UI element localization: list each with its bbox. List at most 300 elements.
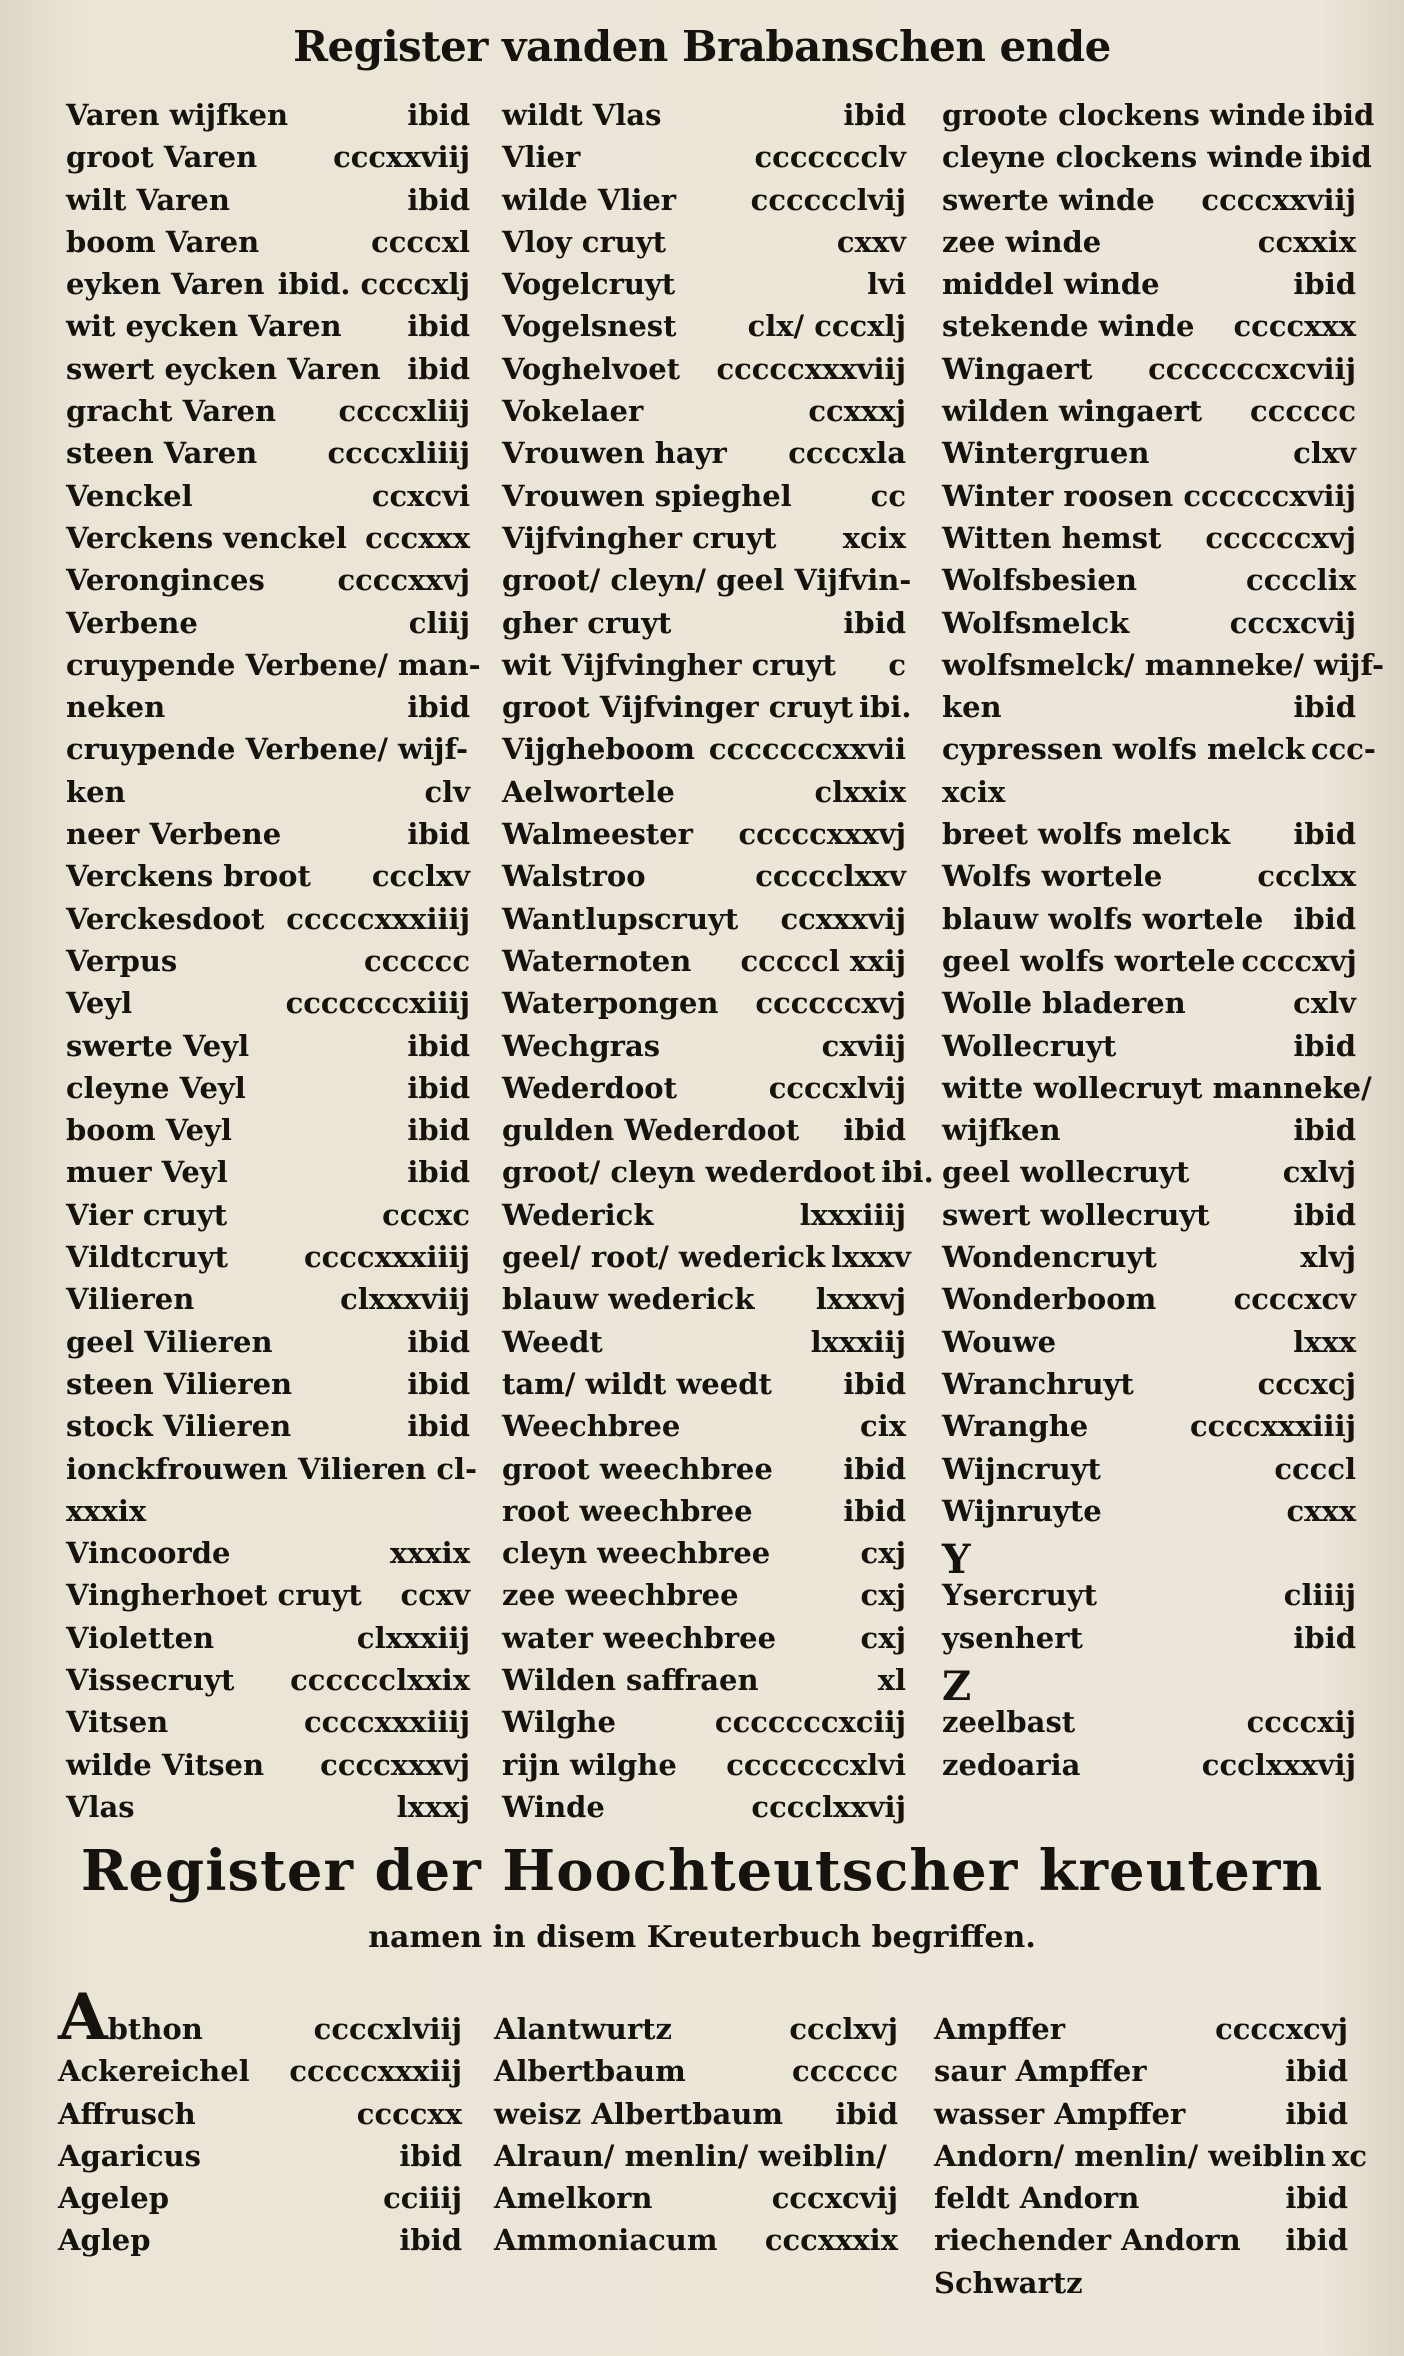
entry-name: groot/ cleyn/ geel Vijfvin- — [502, 563, 912, 598]
register-entry — [942, 1578, 1356, 1620]
register-entry — [66, 1155, 470, 1197]
entry-name: Wranchruyt — [942, 1366, 1134, 1401]
entry-name: Wolle bladeren — [942, 986, 1186, 1021]
entry-page-ref: ccccxxxiiij — [303, 1705, 470, 1740]
register-entry — [942, 563, 1356, 605]
register-entry — [502, 563, 912, 605]
entry-name: Winter roosen — [942, 478, 1174, 513]
entry-name: wit eycken Varen — [66, 309, 342, 344]
register-entry — [58, 2097, 462, 2139]
register-entry — [494, 2097, 898, 2139]
entry-name: wijfken — [942, 1113, 1061, 1148]
entry-name: cypressen wolfs melck — [942, 732, 1305, 767]
entry-page-ref: cccccc — [364, 943, 470, 978]
entry-page-ref: ibid — [1293, 1113, 1356, 1148]
register-entry — [66, 986, 470, 1028]
entry-name: Vijgheboom — [502, 732, 695, 767]
register-entry — [942, 436, 1356, 478]
register-entry — [502, 1663, 906, 1705]
register-entry — [58, 2139, 462, 2181]
register-entry — [502, 1621, 906, 1663]
entry-name: Ampffer — [934, 2012, 1065, 2046]
entry-page-ref: cccccccxxvii — [708, 732, 906, 767]
register-entry — [66, 352, 470, 394]
register-entry — [66, 563, 470, 605]
entry-name: steen Varen — [66, 436, 258, 471]
register-entry — [66, 1282, 470, 1324]
register-entry — [502, 1325, 906, 1367]
entry-page-ref: ibid — [407, 1155, 470, 1190]
entry-name: geel wollecruyt — [942, 1155, 1190, 1190]
entry-page-ref: cccxxviij — [333, 140, 470, 175]
entry-name: Wijnruyte — [942, 1493, 1102, 1528]
entry-name: Voghelvoet — [502, 351, 681, 386]
register-entry — [494, 2223, 898, 2265]
entry-name: geel Vilieren — [66, 1324, 273, 1359]
register-entry — [934, 2223, 1348, 2265]
entry-page-ref: cliiij — [1283, 1578, 1356, 1613]
register-entry — [942, 309, 1356, 351]
register-entry — [502, 352, 906, 394]
entry-page-ref: ibid — [407, 309, 470, 344]
entry-name: Alantwurtz — [494, 2012, 672, 2046]
entry-page-ref: cccxcvij — [1229, 605, 1356, 640]
entry-page-ref: ccxxix — [1257, 224, 1356, 259]
entry-page-ref: ibid — [843, 605, 906, 640]
register-entry — [934, 2138, 1368, 2181]
entry-name: Vildtcruyt — [66, 1240, 228, 1275]
entry-name: cleyne clockens winde — [942, 140, 1304, 175]
entry-name: Affrusch — [58, 2096, 196, 2131]
entry-name: Vier cruyt — [66, 1197, 228, 1232]
lower-column-2 — [494, 2012, 898, 2266]
register-entry — [502, 1367, 906, 1409]
register-entry — [66, 1578, 470, 1620]
entry-name: Albertbaum — [494, 2054, 686, 2089]
entry-name: cleyn weechbree — [502, 1536, 771, 1571]
entry-page-ref: cccccccxiiij — [285, 986, 470, 1021]
entry-page-ref: cxlv — [1293, 986, 1356, 1021]
entry-name: Weedt — [502, 1324, 603, 1359]
entry-name: xxxix — [66, 1493, 147, 1528]
entry-page-ref: ibid — [1285, 2054, 1348, 2089]
entry-name: Vokelaer — [502, 394, 644, 429]
register-entry — [494, 2012, 898, 2054]
register-entry — [942, 1705, 1356, 1747]
entry-page-ref: ccxcvi — [371, 478, 470, 513]
entry-page-ref: cix — [860, 1409, 906, 1444]
register-entry — [502, 140, 906, 182]
entry-page-ref: cccccxxxviij — [716, 351, 906, 386]
entry-page-ref: ibid — [407, 1324, 470, 1359]
register-entry — [502, 648, 906, 690]
entry-name: Vloy cruyt — [502, 224, 667, 259]
entry-page-ref: ibid — [1293, 1028, 1356, 1063]
register-entry — [502, 1536, 906, 1578]
register-entry — [66, 394, 470, 436]
register-entry — [942, 606, 1356, 648]
entry-name: wilden wingaert — [942, 394, 1203, 429]
entry-page-ref: ibid — [843, 1366, 906, 1401]
entry-name: groot weechbree — [502, 1451, 773, 1486]
entry-page-ref: ibid — [407, 182, 470, 217]
entry-name: Wederick — [502, 1197, 654, 1232]
register-entry — [942, 267, 1356, 309]
register-entry — [502, 1748, 906, 1790]
register-entry — [66, 1748, 470, 1790]
register-entry — [942, 183, 1356, 225]
register-entry — [66, 647, 481, 690]
entry-page-ref: cccxcvij — [771, 2181, 898, 2216]
register-entry — [66, 859, 470, 901]
entry-name: Varen wijfken — [66, 98, 289, 132]
register-entry — [66, 436, 470, 478]
entry-name: wolfsmelck/ manneke/ wijf- — [942, 647, 1384, 682]
entry-name: Wonderboom — [942, 1282, 1157, 1317]
entry-page-ref: cc — [870, 478, 906, 513]
entry-name: swerte winde — [942, 182, 1155, 217]
register-columns-lower — [58, 1980, 1368, 2332]
entry-name: Schwartz — [934, 2265, 1083, 2300]
register-entry — [66, 1621, 470, 1663]
register-entry — [942, 1748, 1356, 1790]
register-columns — [66, 98, 1384, 1838]
register-entry — [66, 1029, 470, 1071]
entry-page-ref: ccc- — [1310, 732, 1376, 767]
entry-page-ref: cccccl xxij — [740, 943, 906, 978]
entry-name: groot Vijfvinger cruyt — [502, 690, 854, 725]
entry-name: Waterpongen — [502, 986, 719, 1021]
entry-name: Veronginces — [66, 563, 265, 598]
register-entry — [58, 2223, 462, 2265]
register-entry — [66, 902, 470, 944]
entry-name: Verckens venckel — [66, 520, 347, 555]
register-column-2 — [502, 98, 934, 1832]
entry-name: Wintergruen — [942, 436, 1150, 471]
lower-column-3 — [934, 2012, 1368, 2308]
entry-page-ref: cccccc — [792, 2054, 898, 2089]
entry-page-ref: cxj — [860, 1536, 906, 1571]
entry-name: swert eycken Varen — [66, 351, 381, 386]
register-entry — [502, 436, 906, 478]
entry-name: Walstroo — [502, 859, 646, 894]
entry-name: neer Verbene — [66, 817, 282, 852]
register-entry — [502, 1071, 906, 1113]
entry-page-ref: ibid — [1293, 901, 1356, 936]
entry-name: gher cruyt — [502, 605, 672, 640]
entry-page-ref: ccccccclv — [754, 140, 906, 175]
entry-page-ref: clxxxviij — [340, 1282, 470, 1317]
register-entry — [66, 1494, 470, 1536]
register-entry — [934, 2266, 1348, 2308]
register-entry — [502, 690, 912, 732]
register-entry — [502, 521, 906, 563]
entry-name: steen Vilieren — [66, 1366, 293, 1401]
register-entry — [502, 225, 906, 267]
entry-name: Wantlupscruyt — [502, 901, 739, 936]
register-entry — [502, 1198, 906, 1240]
entry-page-ref: lxxxv — [831, 1240, 911, 1275]
section-subtitle: namen in disem Kreuterbuch begriffen. — [368, 1920, 1036, 1955]
entry-page-ref: ccccxxx — [1233, 309, 1356, 344]
entry-name: cruypende Verbene/ man- — [66, 647, 481, 682]
register-entry — [942, 690, 1356, 732]
entry-page-ref: clxv — [1293, 436, 1356, 471]
register-entry — [942, 98, 1375, 140]
register-entry — [66, 1198, 470, 1240]
entry-page-ref: ibid — [407, 98, 470, 132]
entry-page-ref: ccxxxj — [808, 394, 906, 429]
register-entry — [942, 1367, 1356, 1409]
register-entry — [942, 140, 1372, 182]
entry-name: groot/ cleyn wederdoot — [502, 1155, 876, 1190]
entry-name: wasser Ampffer — [934, 2096, 1186, 2131]
entry-page-ref: cccccxxxiij — [289, 2054, 462, 2089]
entry-page-ref: ccccxxxiiij — [303, 1240, 470, 1275]
register-entry — [502, 606, 906, 648]
register-entry — [66, 225, 470, 267]
register-entry — [502, 1790, 906, 1832]
register-entry — [502, 183, 906, 225]
entry-page-ref: cxlvj — [1282, 1155, 1356, 1190]
entry-name: Vlier — [502, 140, 581, 175]
register-entry — [66, 606, 470, 648]
entry-name: Vrouwen hayr — [502, 436, 727, 471]
entry-page-ref: ccccccxvj — [755, 986, 906, 1021]
entry-page-ref: ibid — [1285, 2181, 1348, 2216]
register-entry — [942, 1325, 1356, 1367]
register-entry — [502, 986, 906, 1028]
entry-name: water weechbree — [502, 1620, 777, 1655]
register-entry — [66, 1240, 470, 1282]
register-entry — [934, 2054, 1348, 2096]
entry-page-ref: ibid — [843, 98, 906, 132]
entry-name: swerte Veyl — [66, 1028, 250, 1063]
entry-page-ref: ccccxx — [356, 2096, 462, 2131]
entry-name: ken — [942, 690, 1002, 725]
entry-page-ref: xlvj — [1300, 1240, 1356, 1275]
register-entry — [502, 267, 906, 309]
entry-page-ref: ccccxcvj — [1215, 2012, 1348, 2046]
entry-page-ref: cxxv — [836, 224, 906, 259]
register-entry — [66, 1705, 470, 1747]
register-entry — [66, 1790, 470, 1832]
entry-name: witte wollecruyt manneke/ — [942, 1070, 1372, 1105]
register-entry — [934, 2012, 1348, 2054]
entry-page-ref: cccclxxvij — [751, 1789, 906, 1824]
entry-page-ref: lxxx — [1293, 1324, 1356, 1359]
entry-name: Vitsen — [66, 1705, 169, 1740]
entry-name: boom Veyl — [66, 1113, 232, 1148]
entry-name: Wollecruyt — [942, 1028, 1117, 1063]
entry-name: Winde — [502, 1789, 605, 1824]
entry-name: ken — [66, 774, 126, 809]
register-entry — [502, 479, 906, 521]
entry-name: Wranghe — [942, 1409, 1089, 1444]
register-entry — [502, 775, 906, 817]
register-header: Register vanden Brabanschen ende — [293, 22, 1111, 71]
entry-name: muer Veyl — [66, 1155, 228, 1190]
entry-page-ref: lvi — [867, 267, 906, 302]
entry-page-ref: ccccxxvj — [337, 563, 470, 598]
entry-name: wilde Vitsen — [66, 1747, 265, 1782]
register-entry — [942, 1240, 1356, 1282]
entry-name: tam/ wildt weedt — [502, 1366, 772, 1401]
entry-page-ref: cccxcj — [1257, 1366, 1356, 1401]
entry-page-ref: ibid — [1285, 2223, 1348, 2258]
register-entry — [942, 1070, 1372, 1113]
entry-page-ref: ibid — [843, 1451, 906, 1486]
entry-page-ref: ccccxliij — [338, 394, 470, 429]
entry-name: Wolfsmelck — [942, 605, 1130, 640]
entry-page-ref: ibid. ccccxlj — [277, 267, 470, 302]
register-entry — [58, 1980, 462, 2055]
entry-page-ref: clxxxiij — [356, 1620, 470, 1655]
entry-name: Vogelcruyt — [502, 267, 676, 302]
register-entry — [502, 902, 906, 944]
entry-page-ref: cccccccxlvi — [726, 1747, 906, 1782]
entry-page-ref: ccxxxvij — [780, 901, 906, 936]
register-entry — [66, 732, 470, 774]
entry-page-ref: c — [888, 647, 906, 682]
entry-name: Verckesdoot — [66, 901, 265, 936]
register-entry — [502, 1409, 906, 1451]
register-entry — [66, 1663, 470, 1705]
entry-page-ref: cciiij — [383, 2181, 462, 2216]
entry-name: cruypende Verbene/ wijf- — [66, 732, 468, 767]
entry-name: Y — [942, 1536, 971, 1584]
entry-page-ref: xc — [1332, 2138, 1368, 2173]
entry-page-ref: ccxv — [400, 1578, 470, 1613]
entry-page-ref: lxxxiij — [810, 1324, 906, 1359]
entry-page-ref: cxxx — [1286, 1493, 1356, 1528]
entry-name: Waternoten — [502, 943, 692, 978]
entry-name: Agaricus — [58, 2138, 201, 2173]
entry-page-ref: ccclxxxvij — [1201, 1747, 1356, 1782]
entry-name: wildt Vlas — [502, 98, 662, 132]
entry-page-ref: clxxix — [814, 774, 906, 809]
entry-page-ref: cxj — [860, 1578, 906, 1613]
entry-page-ref: ibid — [1293, 1620, 1356, 1655]
entry-name: Aelwortele — [502, 774, 675, 809]
entry-page-ref: cccxxxix — [764, 2223, 898, 2258]
entry-page-ref: ccccxla — [788, 436, 906, 471]
entry-page-ref: cccccccxcviij — [1148, 351, 1356, 386]
register-entry — [942, 521, 1356, 563]
register-entry — [66, 309, 470, 351]
entry-name: Wilghe — [502, 1705, 616, 1740]
entry-page-ref: ibi. — [881, 1155, 934, 1190]
entry-page-ref: xl — [877, 1662, 906, 1697]
register-column-3 — [942, 98, 1384, 1790]
register-entry — [942, 775, 1356, 817]
register-entry — [942, 225, 1356, 267]
entry-name: zee weechbree — [502, 1578, 739, 1613]
entry-page-ref: ccccxxxiiij — [1189, 1409, 1356, 1444]
register-entry — [502, 1494, 906, 1536]
entry-page-ref: ccccccxvj — [1205, 520, 1356, 555]
entry-page-ref: cccccxxxvj — [738, 817, 906, 852]
entry-name: Vijfvingher cruyt — [502, 520, 777, 555]
register-entry — [58, 2181, 462, 2223]
entry-page-ref: ibid — [407, 351, 470, 386]
entry-name: Ackereichel — [58, 2054, 250, 2089]
register-entry — [502, 1240, 911, 1282]
entry-name: Verbene — [66, 605, 198, 640]
register-entry — [934, 2097, 1348, 2139]
entry-name: Veyl — [66, 986, 133, 1021]
entry-page-ref: cxviij — [821, 1028, 906, 1063]
entry-page-ref: ibid — [843, 1113, 906, 1148]
register-entry — [502, 1705, 906, 1747]
entry-name: zedoaria — [942, 1747, 1081, 1782]
entry-page-ref: cccxc — [382, 1197, 470, 1232]
register-entry — [942, 352, 1356, 394]
entry-page-ref: lxxxiiij — [799, 1197, 906, 1232]
entry-name: Wijncruyt — [942, 1451, 1101, 1486]
register-entry — [66, 140, 470, 182]
register-entry — [942, 1409, 1356, 1451]
entry-page-ref: ibid — [399, 2138, 462, 2173]
entry-name: Verckens broot — [66, 859, 311, 894]
entry-page-ref: ibid — [1293, 817, 1356, 852]
entry-page-ref: ibid — [843, 1493, 906, 1528]
entry-name: geel wolfs wortele — [942, 943, 1236, 978]
register-entry — [934, 2181, 1348, 2223]
register-entry — [942, 817, 1356, 859]
entry-name: Ammoniacum — [494, 2223, 718, 2258]
register-entry — [942, 1452, 1356, 1494]
entry-name: weisz Albertbaum — [494, 2096, 784, 2131]
register-entry — [66, 1536, 470, 1578]
entry-name: Wechgras — [502, 1028, 661, 1063]
entry-name: xcix — [942, 774, 1006, 809]
register-entry — [502, 1578, 906, 1620]
register-entry — [66, 690, 470, 732]
entry-page-ref: ccclxx — [1257, 859, 1356, 894]
entry-name: Amelkorn — [494, 2181, 653, 2216]
entry-page-ref: cliij — [408, 605, 470, 640]
entry-name: Abthon — [58, 1980, 203, 2055]
entry-page-ref: ibid — [407, 1409, 470, 1444]
entry-page-ref: ccccxl — [371, 224, 470, 259]
entry-name: geel/ root/ wederick — [502, 1240, 826, 1275]
entry-name: Vissecruyt — [66, 1662, 235, 1697]
entry-page-ref: ibid — [1309, 140, 1372, 175]
entry-name: ionckfrouwen Vilieren cl- — [66, 1451, 478, 1486]
entry-page-ref: cccccxxxiiij — [286, 901, 470, 936]
entry-page-ref: ccccxliiij — [327, 436, 470, 471]
entry-name: Vingherhoet cruyt — [66, 1578, 362, 1613]
entry-name: gracht Varen — [66, 394, 277, 429]
register-entry — [502, 1029, 906, 1071]
entry-name: Wilden saffraen — [502, 1662, 759, 1697]
register-entry — [942, 732, 1376, 774]
entry-name: Vrouwen spieghel — [502, 478, 792, 513]
register-column-1 — [66, 98, 481, 1832]
register-entry — [502, 309, 906, 351]
entry-page-ref: ibid — [399, 2223, 462, 2258]
entry-page-ref: ibid — [407, 1113, 470, 1148]
register-entry — [66, 944, 470, 986]
section-letter — [942, 1662, 1356, 1710]
entry-name: Aglep — [58, 2223, 151, 2258]
entry-name: Verpus — [66, 943, 178, 978]
entry-page-ref: ibid — [835, 2096, 898, 2131]
entry-name: Andorn/ menlin/ weiblin — [934, 2138, 1327, 2173]
entry-name: ysenhert — [942, 1620, 1083, 1655]
entry-name: riechender Andorn — [934, 2223, 1241, 2258]
